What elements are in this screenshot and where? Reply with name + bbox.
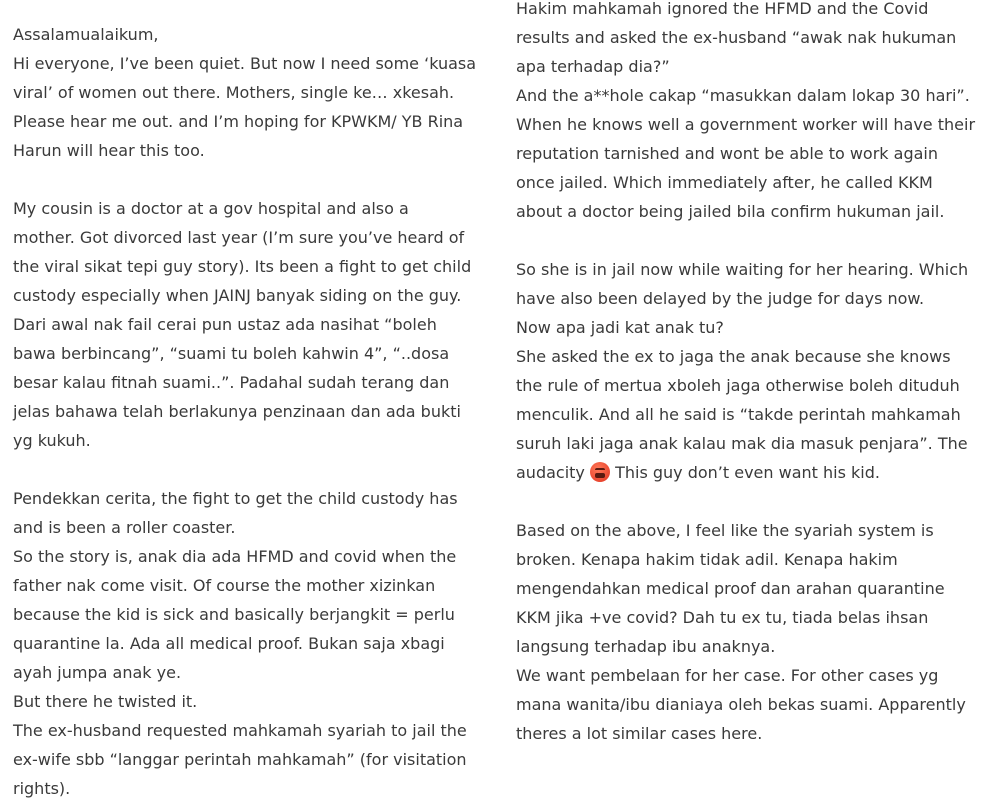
- text-line: We want pembelaan for her case. For other cases yg: [516, 666, 939, 685]
- audacity-line: [516, 458, 994, 487]
- text-line: besar kalau fitnah suami..”. Padahal sudah terang dan: [13, 373, 450, 392]
- text-line: apa terhadap dia?”: [516, 57, 670, 76]
- text-line: Based on the above, I feel like the syariah system is: [516, 521, 934, 540]
- text-line: When he knows well a government worker will have their: [516, 115, 976, 134]
- text-line: So she is in jail now while waiting for her hearing. Which: [516, 260, 969, 279]
- right-column-part-a: [516, 0, 994, 458]
- paragraph-gap: [516, 226, 994, 255]
- text-line: about a doctor being jailed bila confirm hukuman jail.: [516, 202, 945, 221]
- text-line: So the story is, anak dia ada HFMD and covid when the: [13, 547, 457, 566]
- paragraph-gap: [13, 455, 488, 484]
- text-line: And the a**hole cakap “masukkan dalam lokap 30 hari”.: [516, 86, 970, 105]
- text-line: once jailed. Which immediately after, he called KKM: [516, 173, 933, 192]
- text-line: Hakim mahkamah ignored the HFMD and the Covid: [516, 0, 929, 18]
- text-line: results and asked the ex-husband “awak nak hukuman: [516, 28, 957, 47]
- text-line: Dari awal nak fail cerai pun ustaz ada nasihat “boleh: [13, 315, 437, 334]
- text-line: reputation tarnished and wont be able to work again: [516, 144, 938, 163]
- text-line: and is been a roller coaster.: [13, 518, 236, 537]
- right-column-part-b: [516, 487, 994, 748]
- text-line: Hi everyone, I’ve been quiet. But now I need some ‘kuasa: [13, 54, 477, 73]
- text-line: viral’ of women out there. Mothers, single ke… xkesah.: [13, 83, 455, 102]
- text-line: ayah jumpa anak ye.: [13, 663, 182, 682]
- audacity-text: audacity: [516, 463, 585, 482]
- text-line: because the kid is sick and basically berjangkit = perlu: [13, 605, 455, 624]
- paragraph-gap: [13, 165, 488, 194]
- angry-cursing-face-icon: [590, 462, 610, 482]
- text-line: mother. Got divorced last year (I’m sure you’ve heard of: [13, 228, 465, 247]
- text-line: broken. Kenapa hakim tidak adil. Kenapa hakim: [516, 550, 898, 569]
- text-line: theres a lot similar cases here.: [516, 724, 763, 743]
- text-line: suruh laki jaga anak kalau mak dia masuk penjara”. The: [516, 434, 968, 453]
- text-line: Please hear me out. and I’m hoping for KPWKM/ YB Rina: [13, 112, 464, 131]
- text-line: She asked the ex to jaga the anak because she knows: [516, 347, 951, 366]
- paragraph-gap: [516, 487, 994, 516]
- text-line: yg kukuh.: [13, 431, 91, 450]
- text-line: father nak come visit. Of course the mother xizinkan: [13, 576, 436, 595]
- text-line: have also been delayed by the judge for days now.: [516, 289, 925, 308]
- text-line: But there he twisted it.: [13, 692, 198, 711]
- audacity-followup-text: This guy don’t even want his kid.: [615, 463, 880, 482]
- text-line: Harun will hear this too.: [13, 141, 205, 160]
- right-column-text: [516, 0, 994, 748]
- text-line: the viral sikat tepi guy story). Its been a fight to get child: [13, 257, 472, 276]
- text-line: ex-wife sbb “langgar perintah mahkamah” (for visitation: [13, 750, 467, 769]
- text-line: Now apa jadi kat anak tu?: [516, 318, 724, 337]
- text-line: bawa berbincang”, “suami tu boleh kahwin 4”, “..dosa: [13, 344, 450, 363]
- text-line: KKM jika +ve covid? Dah tu ex tu, tiada belas ihsan: [516, 608, 929, 627]
- text-line: mengendahkan medical proof dan arahan quarantine: [516, 579, 945, 598]
- text-line: My cousin is a doctor at a gov hospital and also a: [13, 199, 409, 218]
- text-line: jelas bahawa telah berlakunya penzinaan dan ada bukti: [13, 402, 461, 421]
- text-line: custody especially when JAINJ banyak siding on the guy.: [13, 286, 462, 305]
- left-column-text: [13, 0, 488, 803]
- text-line: mana wanita/ibu dianiaya oleh bekas suami. Apparently: [516, 695, 966, 714]
- text-line: the rule of mertua xboleh jaga otherwise boleh dituduh: [516, 376, 960, 395]
- text-line: The ex-husband requested mahkamah syariah to jail the: [13, 721, 467, 740]
- text-line: rights).: [13, 779, 71, 798]
- text-line: menculik. And all he said is “takde perintah mahkamah: [516, 405, 961, 424]
- text-line: quarantine la. Ada all medical proof. Bukan saja xbagi: [13, 634, 445, 653]
- text-line: langsung terhadap ibu anaknya.: [516, 637, 776, 656]
- text-line: Pendekkan cerita, the fight to get the child custody has: [13, 489, 458, 508]
- text-line: Assalamualaikum,: [13, 25, 159, 44]
